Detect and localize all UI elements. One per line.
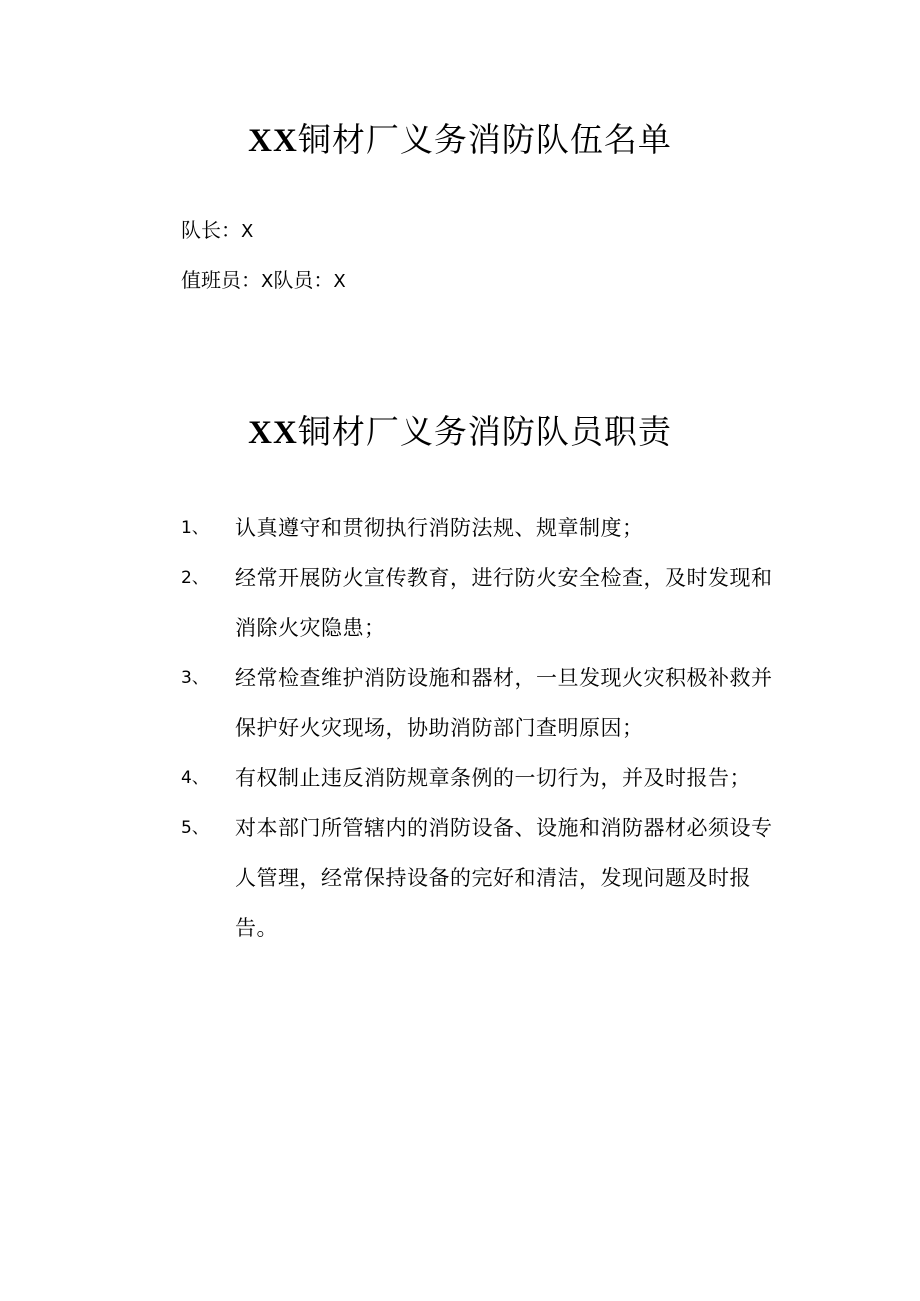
duty-officer-value: X xyxy=(261,271,274,292)
staff-line xyxy=(181,265,346,297)
list-item-text: 有权制止违反消防规章条例的一切行为，并及时报告； xyxy=(235,766,751,790)
list-item xyxy=(0,753,920,803)
duty-officer-label: 值班员： xyxy=(181,268,261,292)
list-item xyxy=(0,503,920,553)
list-item xyxy=(0,803,920,953)
member-value: X xyxy=(333,271,346,292)
duties-title-prefix: XX xyxy=(248,415,298,451)
captain-value: X xyxy=(241,221,254,242)
list-item-text: 对本部门所管辖内的消防设备、设施和消防器材必须设专人管理，经常保持设备的完好和清洁，发现问题及时报告。 xyxy=(235,816,773,940)
list-item-text: 认真遵守和贯彻执行消防法规、规章制度； xyxy=(235,516,644,540)
list-item-number: 1、 xyxy=(181,518,209,538)
captain-label: 队长： xyxy=(181,218,241,242)
list-item xyxy=(0,653,920,753)
duties-list xyxy=(0,503,920,953)
list-item-text: 经常检查维护消防设施和器材，一旦发现火灾积极补救并保护好火灾现场，协助消防部门查明原因； xyxy=(235,666,773,740)
list-item-number: 3、 xyxy=(181,668,209,688)
captain-line xyxy=(181,215,253,247)
roster-title-text: 铜材厂义务消防队伍名单 xyxy=(297,120,672,159)
roster-title xyxy=(0,120,920,161)
duties-title-text: 铜材厂义务消防队员职责 xyxy=(297,412,672,451)
list-item-text: 经常开展防火宣传教育，进行防火安全检查，及时发现和消除火灾隐患； xyxy=(235,566,773,640)
list-item xyxy=(0,553,920,653)
list-item-number: 4、 xyxy=(181,768,209,788)
member-label: 队员： xyxy=(273,268,334,292)
roster-title-prefix: XX xyxy=(248,123,298,159)
list-item-number: 5、 xyxy=(181,818,209,838)
duties-title xyxy=(0,412,920,453)
list-item-number: 2、 xyxy=(181,568,209,588)
